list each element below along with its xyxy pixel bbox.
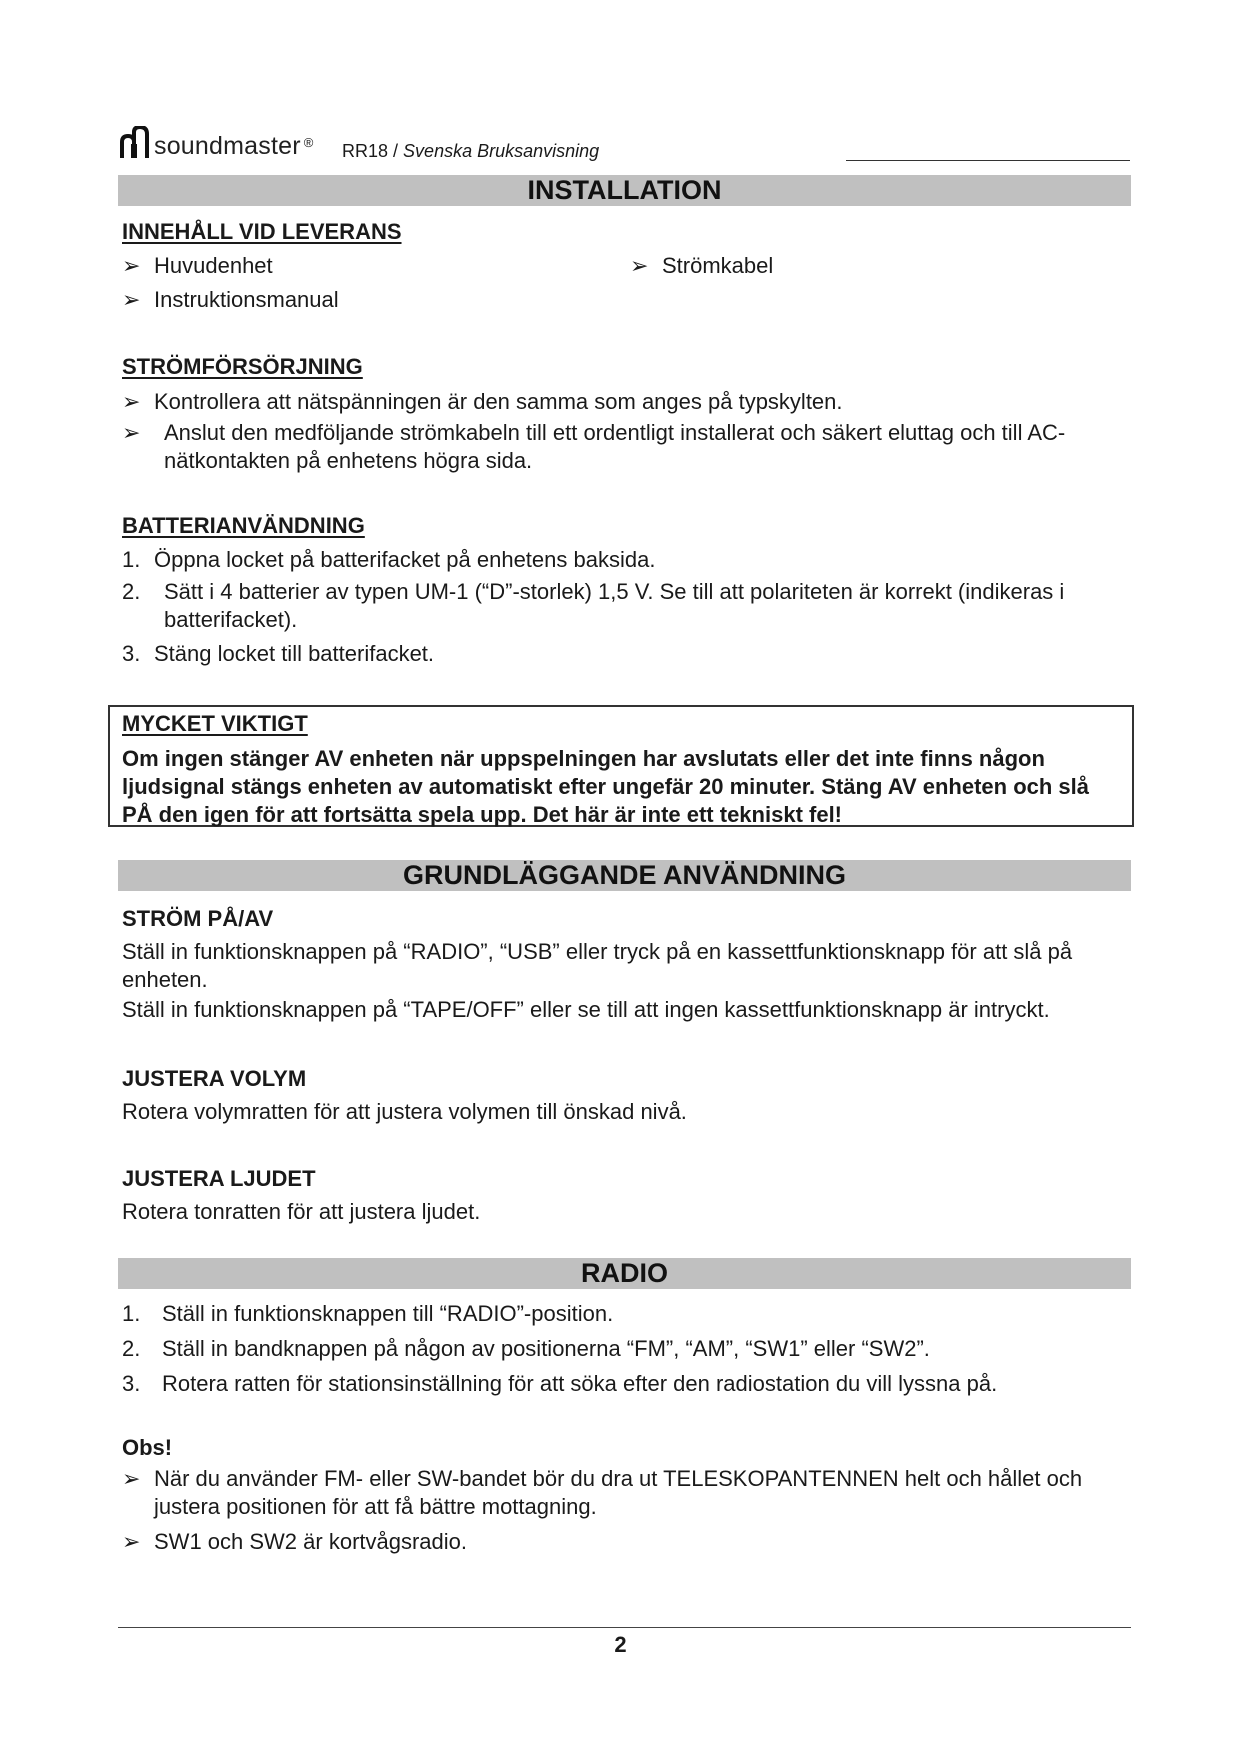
bullet-arrow-icon: ➢ xyxy=(630,253,649,278)
soundmaster-logo-icon xyxy=(120,126,150,160)
list-item: 2. Sätt i 4 batterier av typen UM-1 (“D”-storlek) 1,5 V. Se till att polariteten är korrekt (indikeras i batterifacket). xyxy=(122,579,1065,632)
heading-important: MYCKET VIKTIGT xyxy=(122,711,308,736)
list-item: ➢ Kontrollera att nätspänningen är den samma som anges på typskylten. xyxy=(122,389,843,414)
page-number: 2 xyxy=(614,1632,627,1657)
heading-volume: JUSTERA VOLYM xyxy=(122,1066,307,1091)
heading-tone: JUSTERA LJUDET xyxy=(122,1166,316,1191)
registered-mark: ® xyxy=(303,135,314,150)
bullet-arrow-icon: ➢ xyxy=(122,420,141,445)
bullet-arrow-icon: ➢ xyxy=(122,1466,141,1491)
list-item: ➢ Instruktionsmanual xyxy=(122,287,339,312)
footer-rule xyxy=(118,1627,1131,1628)
list-item: ➢ Strömkabel xyxy=(630,253,774,278)
list-item: 1. Ställ in funktionsknappen till “RADIO”-position. xyxy=(122,1301,614,1326)
paragraph: Rotera tonratten för att justera ljudet. xyxy=(122,1199,481,1224)
list-item: 3. Stäng locket till batterifacket. xyxy=(122,641,435,666)
list-item: 3. Rotera ratten för stationsinställning för att söka efter den radiostation du vill lyssna på. xyxy=(122,1371,998,1396)
list-item: ➢ När du använder FM- eller SW-bandet bör du dra ut TELESKOPANTENNEN helt och hållet och justera positionen för att få bättre mottagning. xyxy=(122,1466,1083,1519)
paragraph: Rotera volymratten för att justera volymen till önskad nivå. xyxy=(122,1099,687,1124)
important-text: Om ingen stänger AV enheten när uppspelningen har avslutats eller det inte finns någon ljudsignal stängs enheten av automatiskt efter ungefär 20 minuter. Stäng AV enheten och slå PÅ den igen för att fortsätta spela upp. Det här är inte ett tekniskt fel! xyxy=(122,746,1090,827)
brand-name: soundmaster xyxy=(154,132,301,160)
bullet-arrow-icon: ➢ xyxy=(122,253,141,278)
heading-battery: BATTERIANVÄNDNING xyxy=(122,513,365,538)
brand-logo xyxy=(120,120,313,160)
list-item: 2. Ställ in bandknappen på någon av positionerna “FM”, “AM”, “SW1” eller “SW2”. xyxy=(122,1336,930,1361)
heading-note: Obs! xyxy=(122,1435,173,1460)
model-label: RR18 / xyxy=(342,141,399,161)
document-title: Svenska Bruksanvisning xyxy=(403,141,600,161)
section-bar-radio: RADIO xyxy=(118,1258,1131,1289)
paragraph: Ställ in funktionsknappen på “TAPE/OFF” eller se till att ingen kassettfunktionsknapp är intryckt. xyxy=(122,997,1050,1022)
list-item: ➢ SW1 och SW2 är kortvågsradio. xyxy=(122,1529,468,1554)
bullet-arrow-icon: ➢ xyxy=(122,389,141,414)
heading-power-supply: STRÖMFÖRSÖRJNING xyxy=(122,354,363,379)
important-notice-box xyxy=(108,705,1134,827)
bullet-arrow-icon: ➢ xyxy=(122,1529,141,1554)
document-id xyxy=(342,141,599,162)
section-bar-installation: INSTALLATION xyxy=(118,175,1131,206)
bullet-arrow-icon: ➢ xyxy=(122,287,141,312)
list-item: 1. Öppna locket på batterifacket på enhetens baksida. xyxy=(122,547,656,572)
section-bar-basic-use: GRUNDLÄGGANDE ANVÄNDNING xyxy=(118,860,1131,891)
paragraph: Ställ in funktionsknappen på “RADIO”, “USB” eller tryck på en kassettfunktionsknapp för att slå på enheten. xyxy=(122,939,1073,992)
heading-contents: INNEHÅLL VID LEVERANS xyxy=(122,219,402,244)
heading-power-on-off: STRÖM PÅ/AV xyxy=(122,906,274,931)
list-item: ➢ Huvudenhet xyxy=(122,253,273,278)
list-item: ➢ Anslut den medföljande strömkabeln till ett ordentligt installerat och säkert eluttag och till AC-nätkontakten på enhetens högra sida. xyxy=(122,420,1066,473)
header-rule xyxy=(846,160,1130,161)
